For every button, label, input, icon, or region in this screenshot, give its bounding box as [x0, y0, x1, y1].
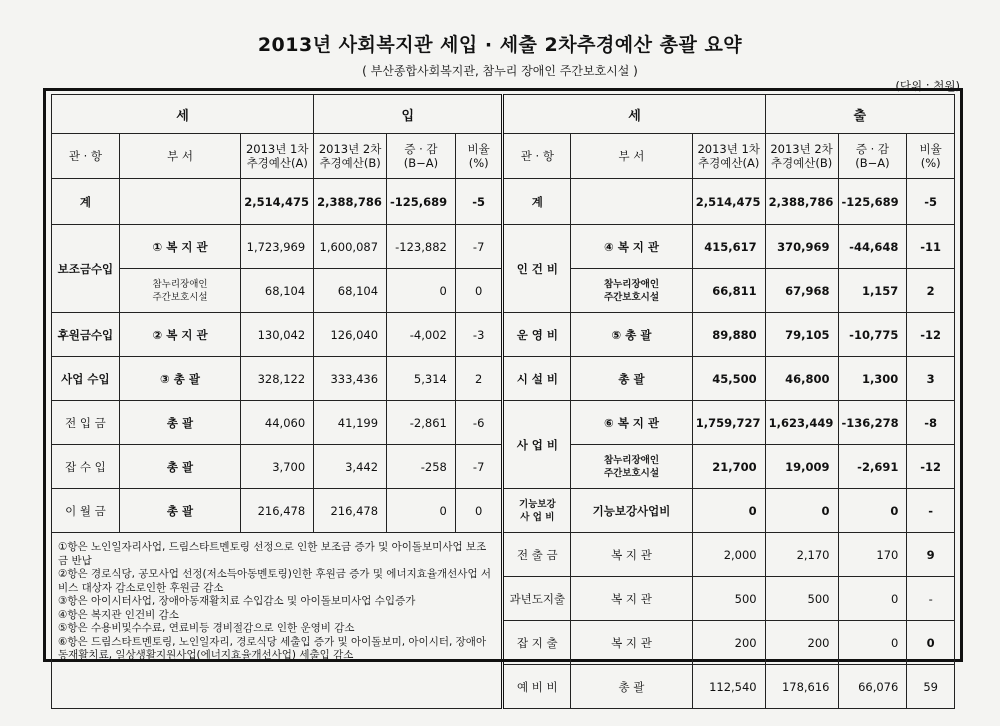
expense-category: 사 업 비 [503, 401, 571, 489]
expense-amount-b: 178,616 [765, 665, 838, 709]
revenue-category: 전 입 금 [52, 401, 120, 445]
expense-dept: 참누리장애인 주간보호시설 [571, 269, 692, 313]
revenue-amount-b: 333,436 [314, 357, 387, 401]
table-row [52, 225, 955, 269]
revenue-ratio: 0 [455, 489, 503, 533]
revenue-dept: ③ 총 괄 [119, 357, 240, 401]
revenue-ratio: -3 [455, 313, 503, 357]
expense-col-amt2: 2013년 2차 추경예산(B) [765, 134, 838, 179]
expense-category: 시 설 비 [503, 357, 571, 401]
revenue-amount-a: 3,700 [241, 445, 314, 489]
revenue-amount-b: 216,478 [314, 489, 387, 533]
expense-ratio: 2 [907, 269, 955, 313]
expense-amount-b: 2,388,786 [765, 179, 838, 225]
expense-category: 인 건 비 [503, 225, 571, 313]
note-item: ②항은 경로식당, 공모사업 선정(저소득아동멘토링)인한 후원금 증가 및 에너지효율개선사업 서비스 대상자 감소로인한 후원금 감소 [58, 568, 492, 594]
revenue-ratio: 2 [455, 357, 503, 401]
revenue-dept [119, 179, 240, 225]
expense-ratio: -12 [907, 313, 955, 357]
expense-amount-a: 112,540 [692, 665, 765, 709]
revenue-col-dept: 부 서 [119, 134, 240, 179]
expense-amount-b: 1,623,449 [765, 401, 838, 445]
revenue-diff: -123,882 [387, 225, 456, 269]
expense-amount-b: 19,009 [765, 445, 838, 489]
expense-amount-a: 0 [692, 489, 765, 533]
note-item: ④항은 복지관 인건비 감소 [58, 608, 179, 621]
expense-amount-a: 415,617 [692, 225, 765, 269]
expense-ratio: 9 [907, 533, 955, 577]
revenue-dept: ① 복 지 관 [119, 225, 240, 269]
expense-amount-a: 200 [692, 621, 765, 665]
expense-diff: 1,300 [838, 357, 907, 401]
table-row [52, 313, 955, 357]
expense-category: 잡 지 출 [503, 621, 571, 665]
table-row [52, 357, 955, 401]
revenue-dept: 총 괄 [119, 401, 240, 445]
revenue-amount-a: 68,104 [241, 269, 314, 313]
expense-amount-a: 21,700 [692, 445, 765, 489]
revenue-diff: -4,002 [387, 313, 456, 357]
expense-category: 운 영 비 [503, 313, 571, 357]
revenue-ratio: -6 [455, 401, 503, 445]
expense-dept: ⑥ 복 지 관 [571, 401, 692, 445]
expense-amount-b: 46,800 [765, 357, 838, 401]
expense-diff: -2,691 [838, 445, 907, 489]
expense-dept [571, 179, 692, 225]
revenue-col-ratio: 비율(%) [455, 134, 503, 179]
revenue-ratio: -7 [455, 225, 503, 269]
expense-col-amt1: 2013년 1차 추경예산(A) [692, 134, 765, 179]
expense-diff: -10,775 [838, 313, 907, 357]
expense-ratio: -11 [907, 225, 955, 269]
expense-amount-b: 79,105 [765, 313, 838, 357]
note-item: ③항은 아이시터사업, 장애아동재활치료 수입감소 및 아이돌보미사업 수입증가 [58, 595, 416, 607]
expense-category: 예 비 비 [503, 665, 571, 709]
revenue-dept: 총 괄 [119, 489, 240, 533]
revenue-dept: ② 복 지 관 [119, 313, 240, 357]
expense-dept: 복 지 관 [571, 533, 692, 577]
revenue-category: 보조금수입 [52, 225, 120, 313]
expense-amount-a: 1,759,727 [692, 401, 765, 445]
revenue-col-amt1: 2013년 1차 추경예산(A) [241, 134, 314, 179]
expense-ratio: 3 [907, 357, 955, 401]
note-item: ⑥항은 드림스타트멘토링, 노인일자리, 경로식당 세출입 증가 및 아이돌보미, 아이시터, 장애아동재활치료, 일상생활지원사업(에너지효율개선사업) 세출입 감소 [58, 635, 487, 661]
expense-diff: 0 [838, 577, 907, 621]
expense-col-category: 관 · 항 [503, 134, 571, 179]
expense-amount-b: 67,968 [765, 269, 838, 313]
revenue-amount-b: 2,388,786 [314, 179, 387, 225]
revenue-diff: -2,861 [387, 401, 456, 445]
expense-category: 계 [503, 179, 571, 225]
expense-col-diff: 증 · 감 (B−A) [838, 134, 907, 179]
expense-ratio: -8 [907, 401, 955, 445]
expense-amount-a: 66,811 [692, 269, 765, 313]
expense-dept: 복 지 관 [571, 621, 692, 665]
revenue-amount-b: 68,104 [314, 269, 387, 313]
expense-diff: -44,648 [838, 225, 907, 269]
expense-dept: ⑤ 총 괄 [571, 313, 692, 357]
expense-dept: 복 지 관 [571, 577, 692, 621]
revenue-diff: 0 [387, 269, 456, 313]
note-item: ①항은 노인일자리사업, 드림스타트멘토링 선정으로 인한 보조금 증가 및 아이돌보미사업 보조금 반납 [58, 541, 487, 567]
expense-ratio: 59 [907, 665, 955, 709]
expense-amount-b: 0 [765, 489, 838, 533]
revenue-category: 잡 수 입 [52, 445, 120, 489]
revenue-amount-a: 2,514,475 [241, 179, 314, 225]
revenue-diff: 0 [387, 489, 456, 533]
revenue-amount-b: 1,600,087 [314, 225, 387, 269]
expense-amount-b: 200 [765, 621, 838, 665]
expense-amount-a: 500 [692, 577, 765, 621]
expense-header-right: 출 [765, 95, 954, 134]
unit-label: (단위 : 천원) [895, 79, 960, 93]
expense-amount-b: 2,170 [765, 533, 838, 577]
revenue-category: 사업 수입 [52, 357, 120, 401]
expense-diff: 170 [838, 533, 907, 577]
expense-dept: 참누리장애인 주간보호시설 [571, 445, 692, 489]
expense-diff: 66,076 [838, 665, 907, 709]
expense-amount-a: 2,000 [692, 533, 765, 577]
revenue-amount-a: 130,042 [241, 313, 314, 357]
revenue-ratio: -7 [455, 445, 503, 489]
expense-diff: 0 [838, 621, 907, 665]
expense-dept: 기능보강사업비 [571, 489, 692, 533]
table-row [52, 489, 955, 533]
expense-category: 기능보강 사 업 비 [503, 489, 571, 533]
revenue-category: 계 [52, 179, 120, 225]
revenue-diff: -258 [387, 445, 456, 489]
revenue-col-category: 관 · 항 [52, 134, 120, 179]
note-item: ⑤항은 수용비및수수료, 연료비등 경비절감으로 인한 운영비 감소 [58, 622, 355, 634]
expense-ratio: 0 [907, 621, 955, 665]
revenue-category: 후원금수입 [52, 313, 120, 357]
revenue-ratio: 0 [455, 269, 503, 313]
expense-ratio: -5 [907, 179, 955, 225]
revenue-header-right: 입 [314, 95, 503, 134]
section-header-row [52, 95, 955, 134]
revenue-amount-a: 328,122 [241, 357, 314, 401]
revenue-dept: 총 괄 [119, 445, 240, 489]
expense-dept: 총 괄 [571, 357, 692, 401]
expense-diff: 1,157 [838, 269, 907, 313]
revenue-amount-b: 126,040 [314, 313, 387, 357]
expense-dept: 총 괄 [571, 665, 692, 709]
expense-header-left: 세 [503, 95, 765, 134]
revenue-amount-b: 41,199 [314, 401, 387, 445]
revenue-header-left: 세 [52, 95, 314, 134]
expense-amount-b: 500 [765, 577, 838, 621]
expense-diff: -136,278 [838, 401, 907, 445]
table-row [52, 179, 955, 225]
expense-amount-a: 89,880 [692, 313, 765, 357]
revenue-diff: -125,689 [387, 179, 456, 225]
revenue-amount-a: 1,723,969 [241, 225, 314, 269]
expense-amount-a: 45,500 [692, 357, 765, 401]
column-header-row [52, 134, 955, 179]
expense-col-ratio: 비율(%) [907, 134, 955, 179]
expense-ratio: - [907, 577, 955, 621]
table-row [52, 533, 955, 577]
expense-amount-b: 370,969 [765, 225, 838, 269]
revenue-notes [52, 533, 503, 709]
expense-category: 전 출 금 [503, 533, 571, 577]
expense-diff: -125,689 [838, 179, 907, 225]
expense-amount-a: 2,514,475 [692, 179, 765, 225]
expense-col-dept: 부 서 [571, 134, 692, 179]
revenue-col-diff: 증 · 감 (B−A) [387, 134, 456, 179]
revenue-amount-a: 44,060 [241, 401, 314, 445]
table-row [52, 401, 955, 445]
page-subtitle: ( 부산종합사회복지관, 참누리 장애인 주간보호시설 ) [362, 64, 638, 78]
revenue-dept: 참누리장애인 주간보호시설 [119, 269, 240, 313]
revenue-amount-b: 3,442 [314, 445, 387, 489]
revenue-diff: 5,314 [387, 357, 456, 401]
expense-ratio: - [907, 489, 955, 533]
revenue-col-amt2: 2013년 2차 추경예산(B) [314, 134, 387, 179]
revenue-category: 이 월 금 [52, 489, 120, 533]
expense-diff: 0 [838, 489, 907, 533]
revenue-ratio: -5 [455, 179, 503, 225]
revenue-amount-a: 216,478 [241, 489, 314, 533]
budget-summary-table [51, 94, 955, 709]
page-title: 2013년 사회복지관 세입 · 세출 2차추경예산 총괄 요약 [257, 34, 743, 56]
expense-dept: ④ 복 지 관 [571, 225, 692, 269]
expense-category: 과년도지출 [503, 577, 571, 621]
expense-ratio: -12 [907, 445, 955, 489]
